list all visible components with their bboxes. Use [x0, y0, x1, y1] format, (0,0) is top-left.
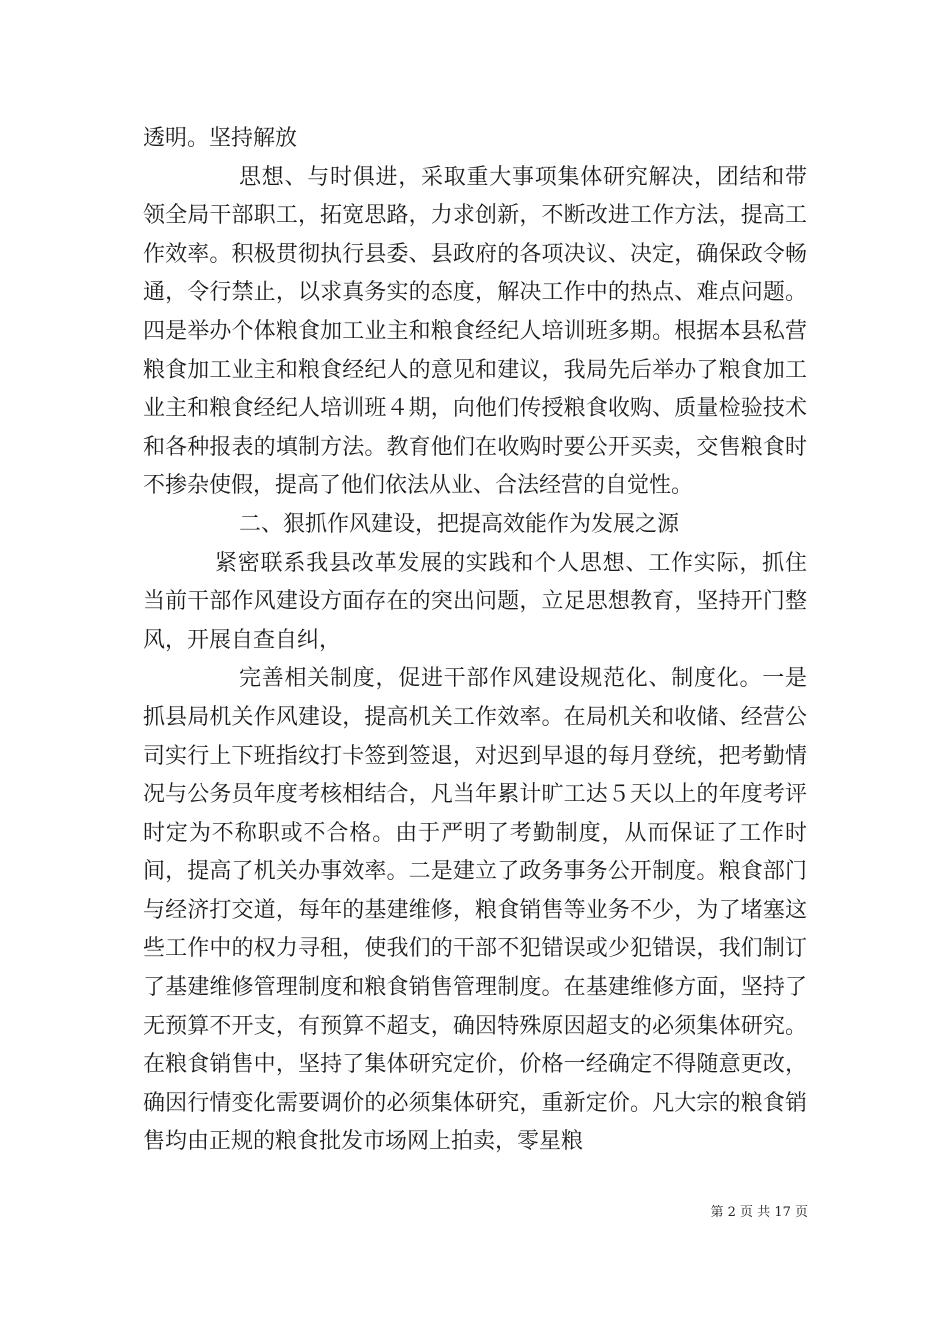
paragraph-continuation: 透明。坚持解放 [143, 126, 298, 151]
paragraph-reform-practice: 紧密联系我县改革发展的实践和个人思想、工作实际，抓住当前干部作风建设方面存在的突出问题，立足思想教育，坚持开门整风，开展自查自纠， [143, 550, 807, 653]
document-body [143, 120, 807, 1162]
paragraph-thought-emancipation: 思想、与时俱进，采取重大事项集体研究解决，团结和带领全局干部职工，拓宽思路，力求创新，不断改进工作方法，提高工作效率。积极贯彻执行县委、县政府的各项决议、决定，确保政令畅通，令行禁止，以求真务实的态度，解决工作中的热点、难点问题。四是举办个体粮食加工业主和粮食经纪人培训班多期。根据本县私营粮食加工业主和粮食经纪人的意见和建议，我局先后举办了粮食加工业主和粮食经纪人培训班４期，向他们传授粮食收购、质量检验技术和各种报表的填制方法。教育他们在收购时要公开买卖，交售粮食时不掺杂使假，提高了他们依法从业、合法经营的自觉性。 [143, 164, 807, 499]
page-number-footer: 第 2 页 共 17 页 [710, 1205, 808, 1220]
section-heading-work-style: 二、狠抓作风建设，把提高效能作为发展之源 [239, 511, 680, 537]
paragraph-improve-systems: 完善相关制度，促进干部作风建设规范化、制度化。一是抓县局机关作风建设，提高机关工作效率。在局机关和收储、经营公司实行上下班指纹打卡签到签退，对迟到早退的每月登统，把考勤情况与公务员年度考核相结合，凡当年累计旷工达５天以上的年度考评时定为不称职或不合格。由于严明了考勤制度，从而保证了工作时间，提高了机关办事效率。二是建立了政务事务公开制度。粮食部门与经济打交道，每年的基建维修，粮食销售等业务不少，为了堵塞这些工作中的权力寻租，使我们的干部不犯错误或少犯错误，我们制订了基建维修管理制度和粮食销售管理制度。在基建维修方面，坚持了无预算不开支，有预算不超支，确因特殊原因超支的必须集体研究。在粮食销售中，坚持了集体研究定价，价格一经确定不得随意更改，确因行情变化需要调价的必须集体研究，重新定价。凡大宗的粮食销售均由正规的粮食批发市场网上拍卖，零星粮 [143, 666, 807, 1155]
